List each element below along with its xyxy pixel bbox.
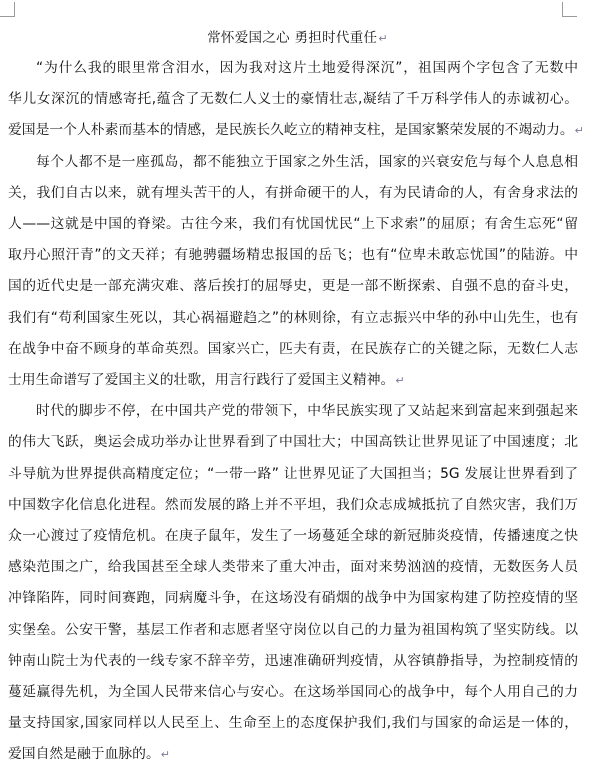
text-line-content: 在战争中奋不顾身的革命英烈。国家兴亡，匹夫有责，在民族存亡的关键之际，无数仁人志 [8,340,578,357]
text-line [8,183,578,203]
text-line-content: 我们有“苟利国家生死以，其心祸福避趋之”的林则徐，有立志振兴中华的孙中山先生，也有 [8,309,578,326]
text-line-content: 国的近代史是一部充满灾难、落后挨打的屈辱史，更是一部不断探索、自强不息的奋斗史， [8,278,578,295]
text-line [8,308,578,328]
text-line-content: 士用生命谱写了爱国主义的壮歌，用言行践行了爱国主义精神。 [8,372,395,388]
text-line-content: 人——这就是中国的脊梁。古往今来，我们有忧国忧民“上下求索”的屈原；有舍生忘死“留 [8,216,578,232]
text-line [8,370,578,390]
text-line-content: 爱国是一个人朴素而基本的情感，是民族长久屹立的精神支柱，是国家繁荣发展的不竭动力。 [8,122,574,139]
text-line-content: 爱国自然是融于血脉的。 [8,746,160,763]
text-line-content: 冲锋陷阵，同时间赛跑，同病魔斗争，在这场没有硝烟的战争中为国家构建了防控疫情的坚 [8,590,578,607]
text-line [8,588,578,608]
text-line-content: 感染范围之广，给我国甚至全球人类带来了重大冲击，面对来势汹汹的疫情，无数医务人员 [8,559,578,576]
text-line-content: 关，我们自古以来，就有埋头苦干的人，有拼命硬干的人，有为民请命的人，有舍身求法的 [8,184,578,201]
text-line-content: 钟南山院士为代表的一线专家不辞辛劳，迅速准确研判疫情，从容镇静指导，为控制疫情的 [8,652,578,669]
text-line [8,557,578,577]
paragraph-mark-icon: ↵ [574,124,584,138]
text-line-content: 斗导航为世界提供高精度定位；“一带一路” 让世界见证了大国担当；5G 发展让世界看到了 [8,465,578,482]
text-line [8,120,584,140]
document-title [0,28,595,49]
text-line [36,152,578,172]
text-line [8,526,578,546]
text-line-content: 时代的脚步不停，在中国共产党的带领下，中华民族实现了又站起来到富起来到强起来 [36,403,578,420]
text-line [8,214,578,234]
text-line [36,401,578,421]
text-line-content: 量支持国家,国家同样以人民至上、生命至上的态度保护我们,我们与国家的命运是一体的， [8,715,578,732]
text-line [8,495,578,515]
paragraph-mark-icon: ↵ [378,32,388,45]
text-line-content: 取丹心照汗青”的文天祥；有驰骋疆场精忠报国的岳飞；也有“位卑未敢忘忧国”的陆游。中 [8,247,578,264]
text-line [8,620,578,640]
text-line-content: “为什么我的眼里常含泪水，因为我对这片土地爱得深沉”，祖国两个字包含了无数中 [36,60,578,76]
text-line-content: 华儿女深沉的情感寄托,蕴含了无数仁人义士的豪情壮志,凝结了千万科学伟人的赤诚初心。 [8,91,578,108]
text-line [8,713,578,733]
text-line [8,682,578,702]
text-line [8,276,578,296]
text-line [8,651,578,671]
text-line [8,89,578,109]
text-line-content: 众一心渡过了疫情危机。在庚子鼠年，发生了一场蔓延全球的新冠肺炎疫情，传播速度之快 [8,528,578,544]
text-line [36,58,578,78]
text-line-content: 实堡垒。公安干警，基层工作者和志愿者坚守岗位以自己的力量为祖国构筑了坚实防线。以 [8,621,578,638]
paragraph-mark-icon: ↵ [160,748,170,762]
document-title-text: 常怀爱国之心 勇担时代重任 [207,30,378,46]
text-line [8,464,578,484]
margin-corner-mark-left [0,2,15,17]
text-line-content: 中国数字化信息化进程。然而发展的路上并不平坦，我们众志成城抵抗了自然灾害，我们万 [8,496,578,513]
text-line [8,744,578,764]
text-line-content: 蔓延赢得先机，为全国人民带来信心与安心。在这场举国同心的战争中，每个人用自己的力 [8,684,578,700]
margin-corner-mark-right [562,2,577,17]
text-line [8,432,578,452]
paragraph-mark-icon: ↵ [395,374,405,387]
text-line-content: 每个人都不是一座孤岛，都不能独立于国家之外生活，国家的兴衰安危与每个人息息相 [36,153,578,170]
text-line [8,339,578,359]
text-line-content: 的伟大飞跃，奥运会成功举办让世界看到了中国壮大；中国高铁让世界见证了中国速度；北 [8,434,578,451]
text-line [8,245,578,265]
